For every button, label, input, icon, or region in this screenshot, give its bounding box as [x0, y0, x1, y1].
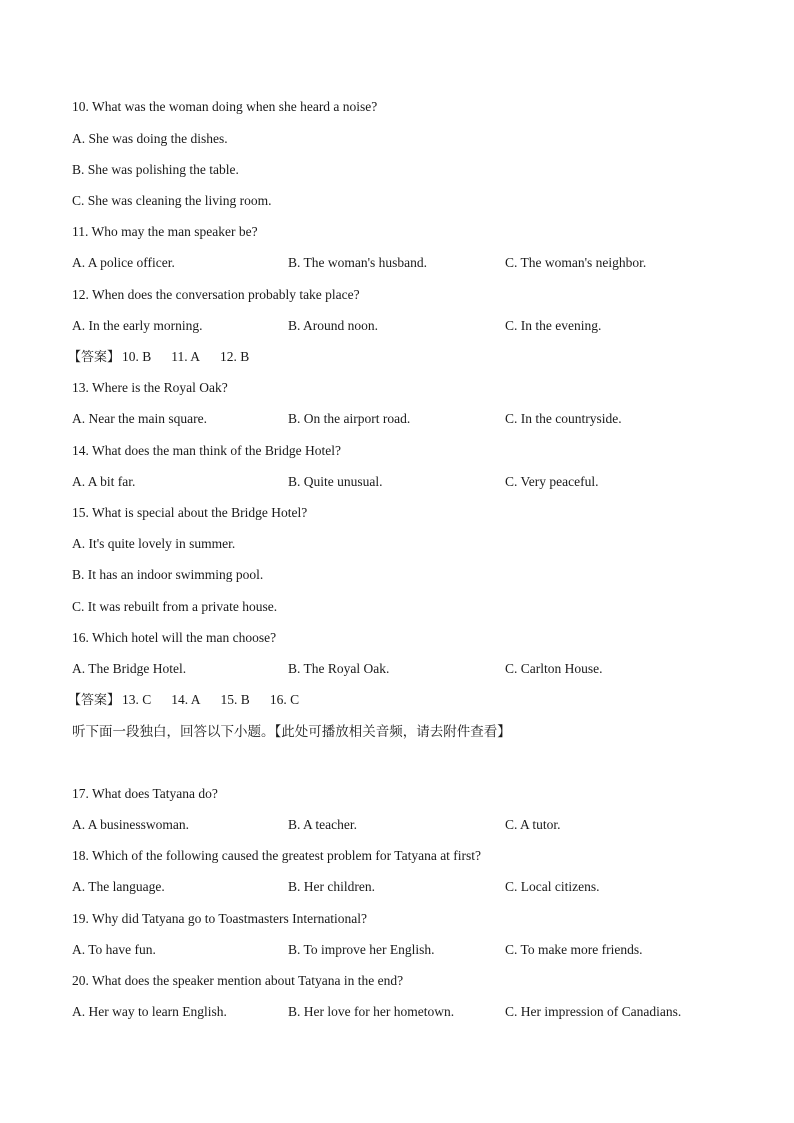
- question-11-option-b: B. The woman's husband.: [288, 255, 428, 270]
- question-17-option-b: B. A teacher.: [288, 817, 357, 832]
- question-16-option-c: C. Carlton House.: [505, 661, 603, 676]
- question-20-option-c: C. Her impression of Canadians.: [505, 1004, 682, 1019]
- question-11-option-a: A. A police officer.: [72, 255, 175, 270]
- question-18-option-a: A. The language.: [72, 879, 165, 894]
- question-15: 15. What is special about the Bridge Hotel?: [72, 505, 308, 520]
- question-20: 20. What does the speaker mention about Tatyana in the end?: [72, 973, 404, 988]
- question-12-option-a: A. In the early morning.: [72, 318, 203, 333]
- question-10-option-c: C. She was cleaning the living room.: [72, 193, 272, 208]
- question-14-option-b: B. Quite unusual.: [288, 474, 383, 489]
- answer-block-2: [68, 691, 319, 710]
- question-17-option-c: C. A tutor.: [505, 817, 561, 832]
- question-11: 11. Who may the man speaker be?: [72, 224, 258, 239]
- question-10: 10. What was the woman doing when she heard a noise?: [72, 99, 378, 114]
- question-10-option-a: A. She was doing the dishes.: [72, 131, 228, 146]
- question-13-option-a: A. Near the main square.: [72, 411, 207, 426]
- question-10-option-b: B. She was polishing the table.: [72, 162, 239, 177]
- answer-13: 13. C: [122, 692, 152, 707]
- question-15-option-b: B. It has an indoor swimming pool.: [72, 567, 264, 582]
- question-15-option-c: C. It was rebuilt from a private house.: [72, 599, 278, 614]
- question-14: 14. What does the man think of the Bridge Hotel?: [72, 443, 341, 458]
- question-17: 17. What does Tatyana do?: [72, 786, 218, 801]
- question-18: 18. Which of the following caused the greatest problem for Tatyana at first?: [72, 848, 482, 863]
- answer-15: 15. B: [220, 692, 250, 707]
- question-19: 19. Why did Tatyana go to Toastmasters International?: [72, 911, 368, 926]
- section-instruction: 听下面一段独白，回答以下小题。【此处可播放相关音频，请去附件查看】: [72, 724, 511, 740]
- question-19-option-a: A. To have fun.: [72, 942, 156, 957]
- question-15-option-a: A. It's quite lovely in summer.: [72, 536, 236, 551]
- answer-16: 16. C: [269, 692, 300, 707]
- answer-block-1: [68, 348, 269, 367]
- question-16-option-a: A. The Bridge Hotel.: [72, 661, 187, 676]
- answer-14: 14. A: [171, 692, 201, 707]
- question-18-option-c: C. Local citizens.: [505, 879, 600, 894]
- question-14-option-a: A. A bit far.: [72, 474, 136, 489]
- question-19-option-b: B. To improve her English.: [288, 942, 435, 957]
- question-19-option-c: C. To make more friends.: [505, 942, 643, 957]
- question-13-option-c: C. In the countryside.: [505, 411, 622, 426]
- answer-12: 12. B: [220, 349, 250, 364]
- question-20-option-b: B. Her love for her hometown.: [288, 1004, 455, 1019]
- question-11-option-c: C. The woman's neighbor.: [505, 255, 647, 270]
- question-12-option-c: C. In the evening.: [505, 318, 602, 333]
- answer-tag: 【答案】: [68, 350, 121, 365]
- answer-10: 10. B: [122, 349, 152, 364]
- question-18-option-b: B. Her children.: [288, 879, 375, 894]
- question-13: 13. Where is the Royal Oak?: [72, 380, 228, 395]
- question-16: 16. Which hotel will the man choose?: [72, 630, 277, 645]
- answer-11: 11. A: [171, 349, 201, 364]
- question-14-option-c: C. Very peaceful.: [505, 474, 599, 489]
- question-13-option-b: B. On the airport road.: [288, 411, 411, 426]
- question-12-option-b: B. Around noon.: [288, 318, 379, 333]
- question-17-option-a: A. A businesswoman.: [72, 817, 190, 832]
- question-12: 12. When does the conversation probably take place?: [72, 287, 360, 302]
- question-20-option-a: A. Her way to learn English.: [72, 1004, 227, 1019]
- answer-tag: 【答案】: [68, 693, 121, 708]
- question-16-option-b: B. The Royal Oak.: [288, 661, 390, 676]
